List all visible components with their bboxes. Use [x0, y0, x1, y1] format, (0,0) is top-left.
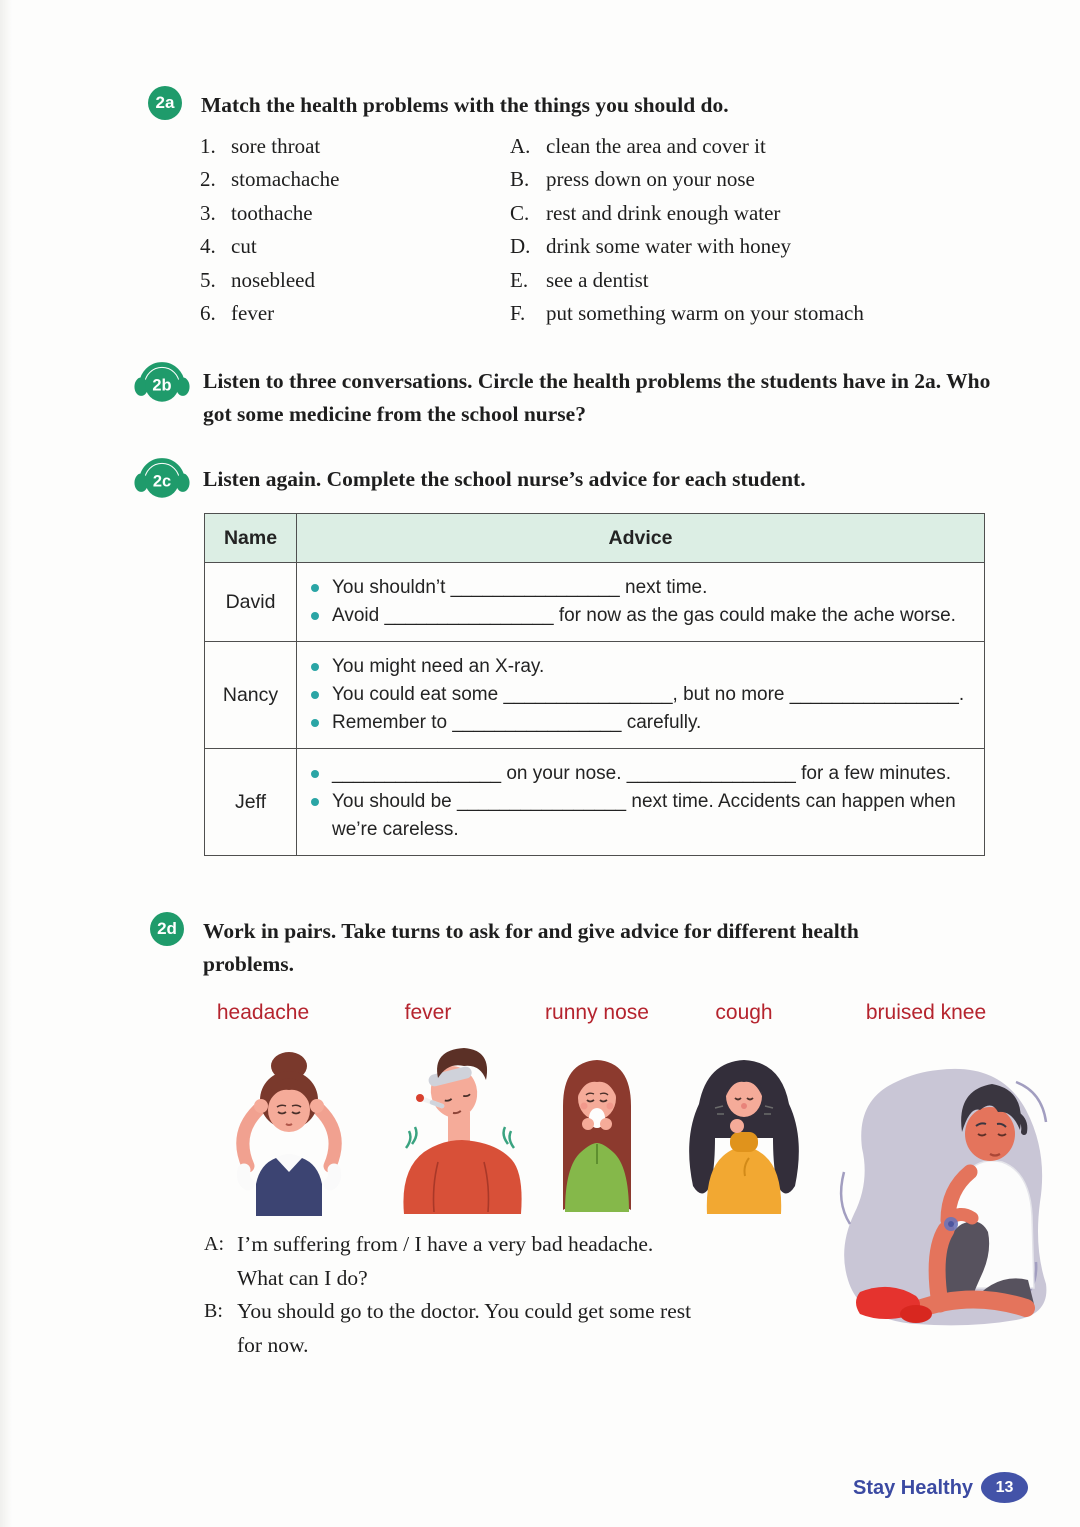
item-number: 5.: [200, 267, 216, 292]
dialogue-entry: [204, 1228, 854, 1295]
scan-edge-shade: [0, 0, 12, 1527]
section-title-2d: Work in pairs. Take turns to ask for and give advice for different health problems.: [203, 919, 859, 976]
dialogue-line: You should go to the doctor. You could get some rest: [237, 1299, 692, 1323]
dialogue-lines: [237, 1228, 854, 1295]
item-text: rest and drink enough water: [546, 200, 781, 225]
health-label: runny nose: [545, 1001, 649, 1024]
actions-list: [510, 134, 864, 334]
section-badge-2b: 2b: [152, 376, 172, 395]
speaker-label: B:: [204, 1300, 223, 1322]
bullet-dot: [311, 798, 319, 806]
speaker-label: A:: [204, 1233, 224, 1255]
page-footer: [0, 1470, 1080, 1512]
item-text: stomachache: [231, 167, 340, 192]
health-label: fever: [404, 1001, 452, 1024]
fever-illustration: [380, 1042, 540, 1214]
item-number: 6.: [200, 300, 216, 325]
table-header-row: [205, 514, 985, 563]
section-badge-2d: 2d: [150, 912, 184, 946]
item-text: cut: [231, 234, 257, 259]
advice-cell: [297, 749, 985, 856]
health-label: bruised knee: [865, 1001, 987, 1024]
match-action-item: [510, 234, 864, 267]
advice-text: ________________ on your nose. ________________ for a few minutes.: [332, 763, 952, 784]
item-number: 2.: [200, 167, 216, 192]
advice-text: You might need an X-ray.: [332, 656, 545, 677]
page-number-badge: 13: [981, 1472, 1028, 1503]
dialogue-line: What can I do?: [237, 1265, 368, 1290]
column-header-name: Name: [205, 514, 297, 563]
item-text: drink some water with honey: [546, 234, 791, 259]
match-action-item: [510, 268, 864, 301]
advice-table-row: [205, 749, 985, 856]
student-name: Jeff: [205, 749, 297, 856]
dialogue-lines: [237, 1295, 854, 1362]
item-number: 3.: [200, 200, 216, 225]
item-text: see a dentist: [546, 267, 649, 292]
item-number: 4.: [200, 234, 216, 259]
advice-cell: [297, 642, 985, 749]
advice-line: [311, 760, 968, 788]
dialogue: [204, 1228, 854, 1362]
match-problem-item: [200, 234, 339, 267]
advice-table-row: [205, 642, 985, 749]
advice-line: [311, 602, 968, 630]
section-title-2c: Listen again. Complete the school nurse’s advice for each student.: [203, 467, 806, 491]
advice-table-row: [205, 563, 985, 642]
advice-line: [311, 709, 968, 737]
bruised-knee-illustration: [820, 1052, 1055, 1334]
match-action-item: [510, 301, 864, 334]
match-problem-item: [200, 268, 339, 301]
unit-title: Stay Healthy: [853, 1477, 974, 1499]
advice-text: Avoid ________________ for now as the gas could make the ache worse.: [332, 605, 956, 626]
advice-line: [311, 788, 968, 844]
match-problem-item: [200, 201, 339, 234]
cough-illustration: [677, 1046, 812, 1214]
advice-text: You shouldn’t ________________ next time.: [332, 577, 708, 598]
advice-line: [311, 681, 968, 709]
health-label: headache: [216, 1001, 310, 1024]
item-letter: C.: [510, 200, 530, 225]
section-title-2b: Listen to three conversations. Circle the health problems the students have in 2a. Who got some medicine from the school nurse?: [203, 369, 991, 426]
advice-text: You could eat some ________________, but no more ________________.: [332, 684, 965, 705]
match-action-item: [510, 167, 864, 200]
nurse-advice-table: [204, 513, 985, 856]
item-text: nosebleed: [231, 267, 315, 292]
headphones-icon: [133, 448, 191, 502]
item-letter: B.: [510, 167, 530, 192]
item-text: toothache: [231, 200, 313, 225]
student-name: David: [205, 563, 297, 642]
item-text: press down on your nose: [546, 167, 755, 192]
item-number: 1.: [200, 134, 216, 158]
match-problem-item: [200, 301, 339, 334]
advice-table-body: [205, 563, 985, 856]
section-badge-2c: 2c: [152, 472, 172, 491]
dialogue-entry: [204, 1295, 854, 1362]
bullet-dot: [311, 691, 319, 699]
match-problem-item: [200, 134, 339, 167]
item-text: clean the area and cover it: [546, 134, 766, 158]
item-letter: E.: [510, 267, 529, 292]
dialogue-line: for now.: [237, 1332, 309, 1357]
bullet-dot: [311, 663, 319, 671]
bullet-dot: [311, 719, 319, 727]
student-name: Nancy: [205, 642, 297, 749]
item-letter: A.: [510, 134, 531, 158]
advice-line: [311, 574, 968, 602]
match-problem-item: [200, 167, 339, 200]
health-labels-row: [0, 1001, 1080, 1031]
headphones-icon: [133, 352, 191, 406]
advice-cell: [297, 563, 985, 642]
dialogue-line: I’m suffering from / I have a very bad headache.: [237, 1232, 654, 1256]
advice-text: Remember to ________________ carefully.: [332, 712, 702, 733]
bullet-dot: [311, 612, 319, 620]
advice-text: You should be ________________ next time. Accidents can happen when we’re careless.: [332, 791, 956, 840]
headache-illustration: [214, 1046, 364, 1216]
section-badge-2a: 2a: [148, 86, 182, 120]
bullet-dot: [311, 770, 319, 778]
bullet-dot: [311, 584, 319, 592]
item-text: put something warm on your stomach: [546, 300, 864, 325]
item-letter: D.: [510, 234, 531, 259]
health-label: cough: [715, 1001, 773, 1024]
match-action-item: [510, 201, 864, 234]
item-text: sore throat: [231, 134, 321, 158]
item-text: fever: [231, 300, 275, 325]
health-problems-list: [200, 134, 339, 334]
advice-line: [311, 653, 968, 681]
column-header-advice: Advice: [297, 514, 985, 563]
match-action-item: [510, 134, 864, 167]
runny-nose-illustration: [537, 1044, 657, 1214]
item-letter: F.: [510, 300, 526, 325]
section-title-2a: Match the health problems with the things you should do.: [201, 93, 729, 117]
